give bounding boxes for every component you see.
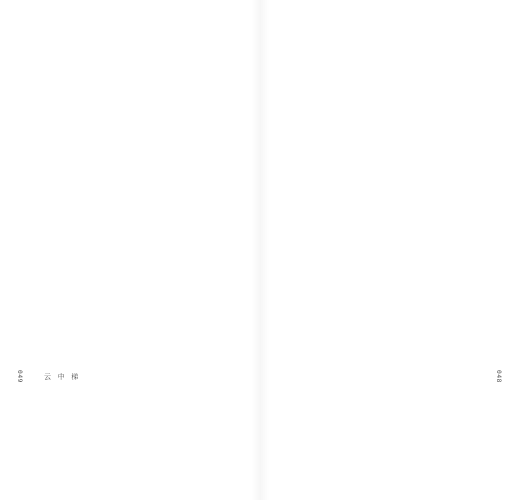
left-page-body-text [33,96,225,368]
text-column [40,96,50,368]
right-page-body-text [292,96,486,368]
text-column [364,96,374,368]
text-column [414,96,424,368]
text-column [190,96,200,368]
left-page-number: 049 [16,370,23,383]
running-title: 云 中 梯 [44,373,81,381]
text-column [314,96,324,368]
text-column [115,96,125,368]
text-column [401,96,411,368]
right-page [260,0,520,500]
text-column [351,96,361,368]
text-column [439,96,449,368]
text-column [90,96,100,368]
text-column [326,96,336,368]
paragraph-break [140,96,150,368]
text-column [165,96,175,368]
text-column [215,96,225,368]
text-column [376,96,386,368]
text-column [178,96,188,368]
paragraph-break [203,96,213,368]
paragraph-break [292,96,299,368]
text-column [65,96,75,368]
text-column [53,96,63,368]
text-column [464,96,474,368]
text-column [128,96,138,368]
text-column [33,96,38,368]
right-page-number: 048 [495,370,502,383]
text-column [476,96,486,368]
text-column [389,96,399,368]
text-column [78,96,88,368]
paragraph-break [426,96,436,368]
paragraph-break [103,96,113,368]
text-column [451,96,461,368]
text-column [301,96,311,368]
text-column [153,96,163,368]
paragraph-break [339,96,349,368]
